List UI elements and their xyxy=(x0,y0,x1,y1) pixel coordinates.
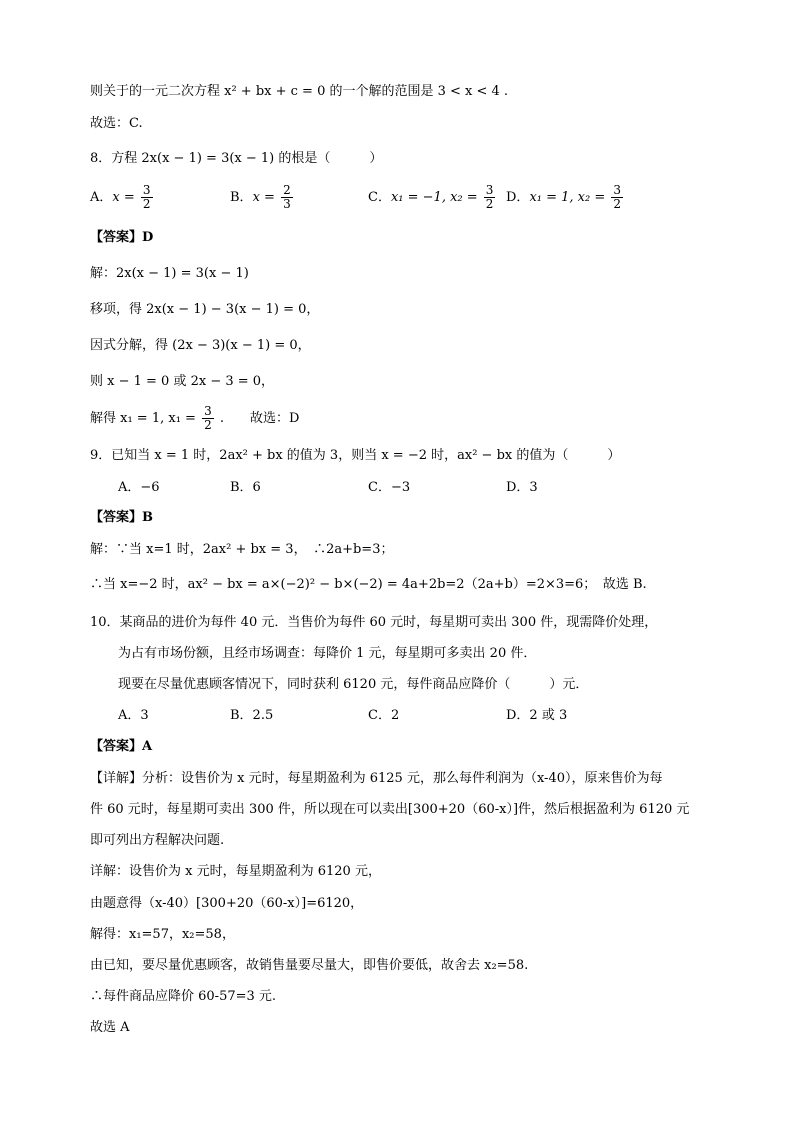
detail-10-line-3: 即可列出方程解决问题. xyxy=(90,833,225,848)
q10-option-b: B．2.5 xyxy=(230,708,274,723)
question-10-line-1: 10．某商品的进价为每件 40 元．当售价为每件 60 元时，每星期可卖出 300 件，现需降价处理， xyxy=(90,615,658,630)
question-9-stem: 9．已知当 x = 1 时，2ax² + bx 的值为 3，则当 x = −2 时，ax² − bx 的值为（ ） xyxy=(90,448,621,463)
detail-10-line-4: 详解：设售价为 x 元时，每星期盈利为 6120 元， xyxy=(90,864,381,879)
q9-option-d: D．3 xyxy=(506,480,538,495)
question-10-line-2: 为占有市场份额，且经市场调查：每降价 1 元，每星期可多卖出 20 件． xyxy=(118,646,537,661)
prev-answer-choice: 故选：C. xyxy=(90,116,143,131)
solution-8-line-2: 移项，得 2x(x − 1) − 3(x − 1) = 0， xyxy=(90,302,320,317)
answer-8: 【答案】D xyxy=(90,230,154,245)
q10-option-d: D．2 或 3 xyxy=(506,708,568,723)
q8-option-d: D．x₁ = 1, x₂ = $\frac{3}{2}$ xyxy=(506,183,622,211)
question-9-options xyxy=(90,479,730,497)
q9-option-b: B．6 xyxy=(230,480,261,495)
solution-9-line-2: ∴当 x=−2 时，ax² − bx = a×(−2)² − b×(−2) = 4a+2b=2（2a+b）=2×3=6； 故选 B. xyxy=(90,577,647,592)
q8-option-a: A．x = $\frac{3}{2}$ xyxy=(90,183,151,211)
prev-solution-line: 则关于的一元二次方程 x² + bx + c = 0 的一个解的范围是 3 < x < 4 . xyxy=(90,84,509,99)
detail-10-line-5: 由题意得（x-40）[300+20（60-x）]=6120， xyxy=(90,896,364,911)
detail-10-line-2: 件 60 元时，每星期可卖出 300 件，所以现在可以卖出[300+20（60-x）]件，然后根据盈利为 6120 元 xyxy=(90,802,690,817)
q8-option-b: B．x = $\frac{2}{3}$ xyxy=(230,183,291,211)
question-10-line-3: 现要在尽量优惠顾客情况下，同时获利 6120 元，每件商品应降价（ ）元． xyxy=(118,677,589,692)
q10-option-a: A．3 xyxy=(118,708,149,723)
detail-10-line-1: 【详解】分析：设售价为 x 元时，每星期盈利为 6125 元，那么每件利润为（x-40），原来售价为每 xyxy=(90,771,663,786)
solution-8-line-4: 则 x − 1 = 0 或 2x − 3 = 0， xyxy=(90,374,275,389)
detail-10-line-9: 故选 A xyxy=(90,1020,130,1035)
answer-10: 【答案】A xyxy=(90,739,153,754)
solution-8-line-5: 解得 x₁ = 1, x₁ = $\frac{3}{2}$ . 故选：D xyxy=(90,404,300,432)
solution-8-line-3: 因式分解，得 (2x − 3)(x − 1) = 0， xyxy=(90,338,311,353)
q10-option-c: C．2 xyxy=(368,708,400,723)
q8-option-c: C．x₁ = −1, x₂ = $\frac{3}{2}$ xyxy=(368,183,494,211)
solution-8-line-1: 解：2x(x − 1) = 3(x − 1) xyxy=(90,266,249,281)
solution-9-line-1: 解：∵当 x=1 时，2ax² + bx = 3， ∴2a+b=3； xyxy=(90,542,394,557)
question-8-stem: 8．方程 2x(x − 1) = 3(x − 1) 的根是（ ） xyxy=(90,151,383,166)
answer-9: 【答案】B xyxy=(90,510,153,525)
detail-10-line-7: 由已知，要尽量优惠顾客，故销售量要尽量大，即售价要低，故舍去 x₂=58. xyxy=(90,958,529,973)
q9-option-c: C．−3 xyxy=(368,480,411,495)
q9-option-a: A．−6 xyxy=(118,480,160,495)
detail-10-line-6: 解得：x₁=57，x₂=58， xyxy=(90,927,235,942)
question-8-options xyxy=(90,184,730,224)
question-10-options xyxy=(90,707,730,725)
detail-10-line-8: ∴每件商品应降价 60-57=3 元. xyxy=(90,989,277,1004)
